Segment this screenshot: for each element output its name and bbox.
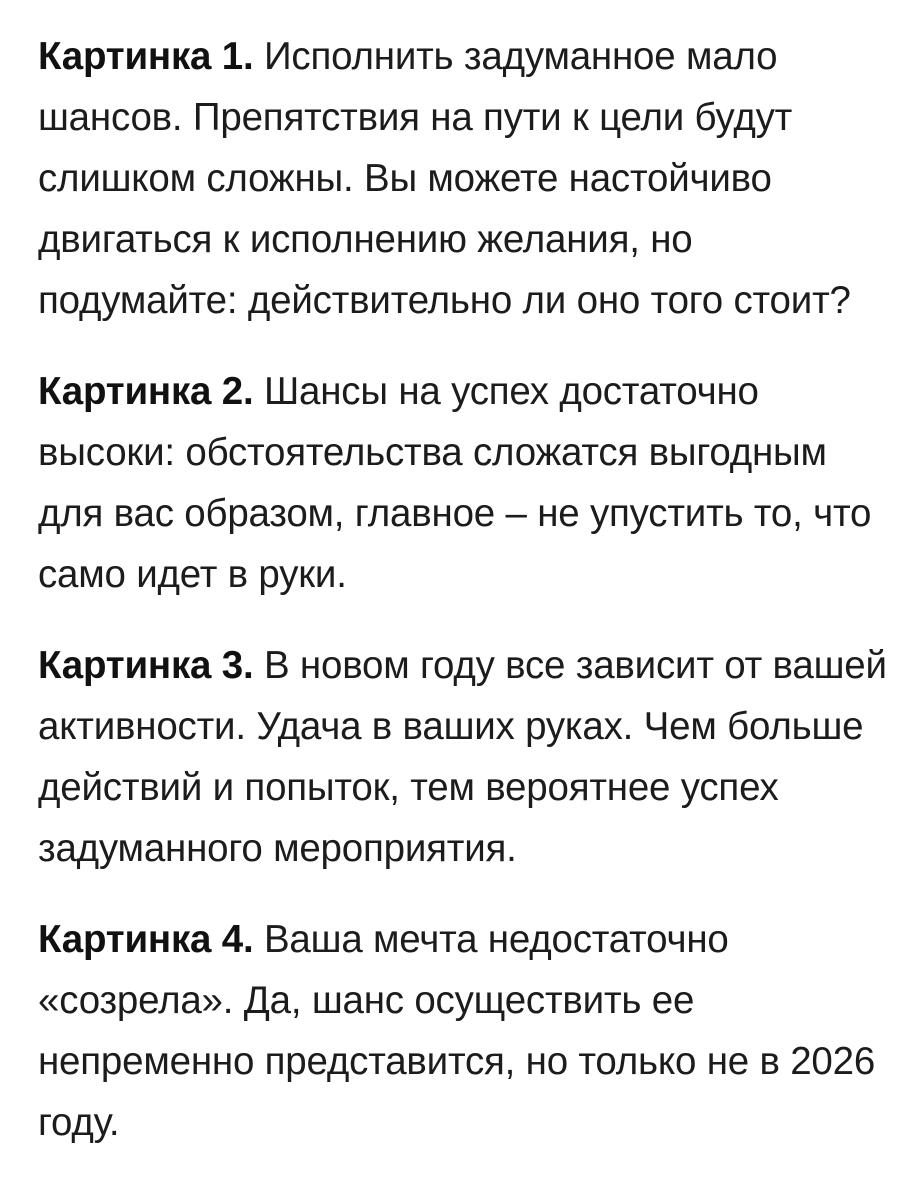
paragraph-text: Шансы на успех достаточно высоки: обстоятельства сложатся выгодным для вас образом, главное – не упустить то, что само идет в руки. (38, 370, 872, 596)
paragraph-picture-2 (38, 361, 898, 605)
paragraph-label: Картинка 4. (38, 918, 254, 961)
paragraph-picture-3 (38, 635, 898, 879)
paragraph-label: Картинка 1. (38, 35, 254, 78)
paragraph-text: В новом году все зависит от вашей активности. Удача в ваших руках. Чем больше действий и попыток, тем вероятнее успех задуманного мероприятия. (38, 644, 887, 870)
article-body (38, 26, 898, 1183)
paragraph-label: Картинка 3. (38, 644, 254, 687)
paragraph-label: Картинка 2. (38, 370, 254, 413)
paragraph-picture-4 (38, 909, 898, 1153)
paragraph-picture-1 (38, 26, 898, 331)
paragraph-text: Исполнить задуманное мало шансов. Препятствия на пути к цели будут слишком сложны. Вы можете настойчиво двигаться к исполнению желания, но подумайте: действительно ли оно того стоит? (38, 35, 851, 322)
paragraph-text: Ваша мечта недостаточно «созрела». Да, шанс осуществить ее непременно представится, но только не в 2026 году. (38, 918, 876, 1144)
